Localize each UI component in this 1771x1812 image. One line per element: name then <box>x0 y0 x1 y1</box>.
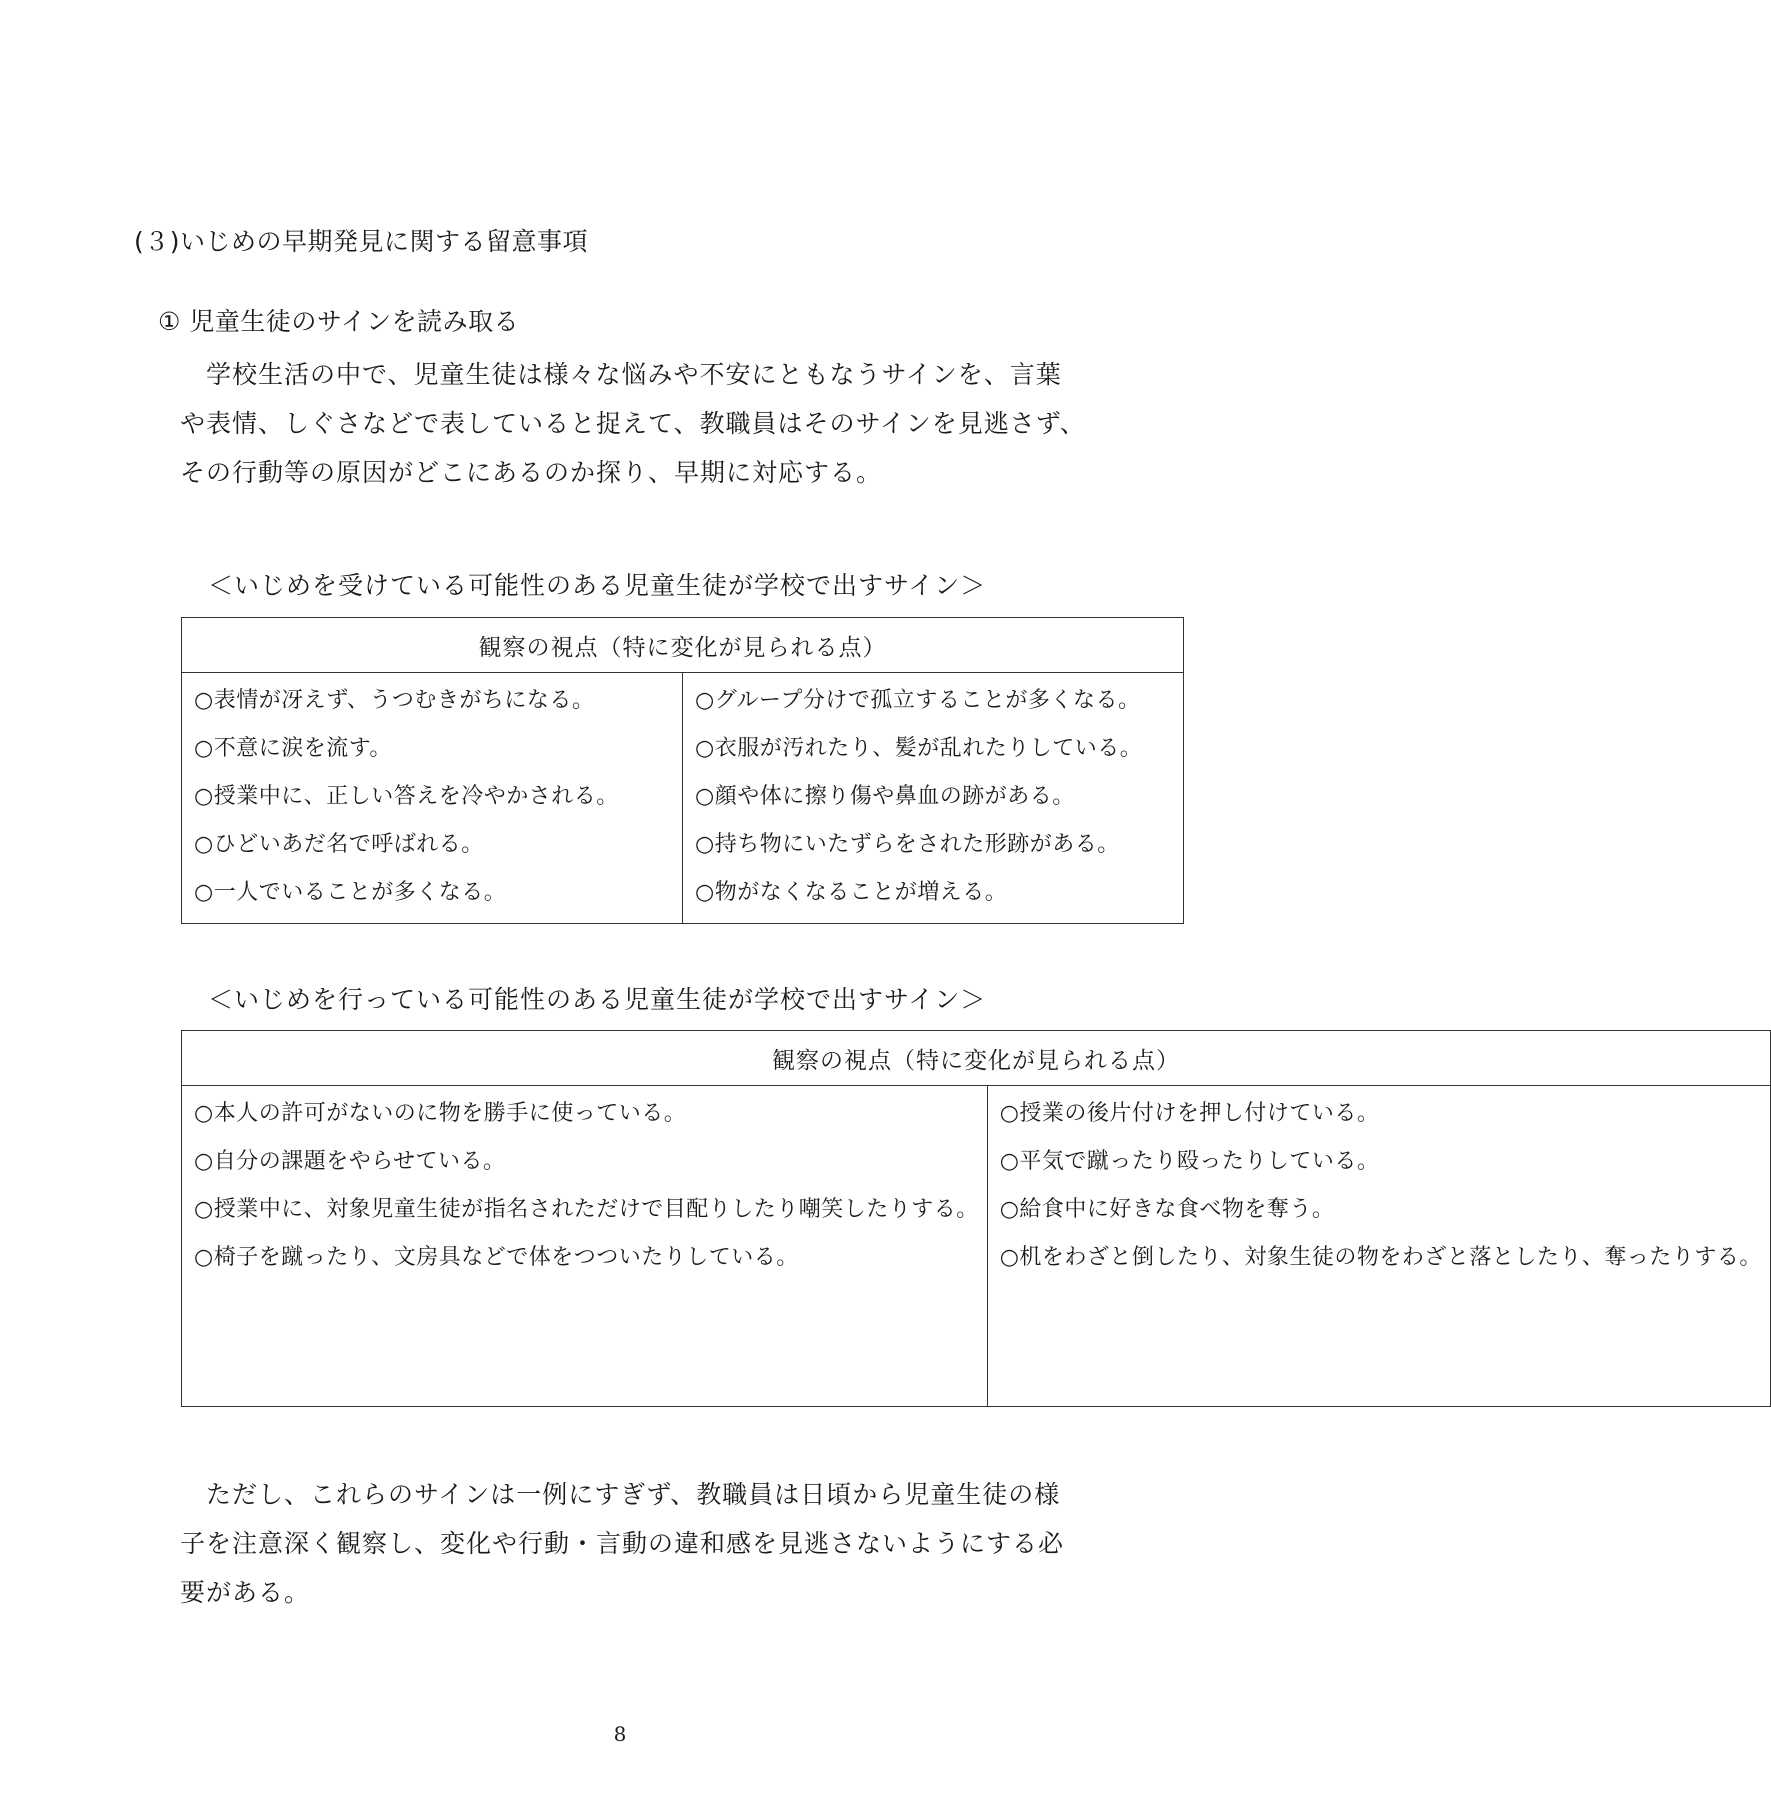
sign-list <box>194 677 674 917</box>
list-item: ○授業中に、正しい答えを冷やかされる。 <box>194 784 619 809</box>
list-item: ○不意に涙を流す。 <box>194 736 392 761</box>
list-item: ○本人の許可がないのに物を勝手に使っている。 <box>194 1101 687 1126</box>
table-header: 観察の視点（特に変化が見られる点） <box>182 618 1184 673</box>
table-header-row <box>182 618 1184 673</box>
paragraph-line: 子を注意深く観察し、変化や行動・言動の違和感を見逃さないようにする必 <box>180 1529 1065 1558</box>
table-row <box>182 1086 1771 1407</box>
table-header-row <box>182 1031 1771 1086</box>
paragraph-line: その行動等の原因がどこにあるのか探り、早期に対応する。 <box>180 458 883 487</box>
page-number: 8 <box>613 1722 627 1746</box>
list-item: ○給食中に好きな食べ物を奪う。 <box>999 1197 1335 1222</box>
left-column <box>182 673 683 924</box>
list-item: ○授業中に、対象児童生徒が指名されただけで目配りしたり嘲笑したりする。 <box>194 1197 979 1222</box>
sign-list <box>1000 1090 1762 1282</box>
paragraph-line: 要がある。 <box>180 1578 311 1607</box>
victim-signs-table <box>181 617 1184 924</box>
right-column <box>987 1086 1770 1407</box>
left-column <box>182 1086 988 1407</box>
section-heading: (３)いじめの早期発見に関する留意事項 <box>134 227 589 256</box>
paragraph-line: 学校生活の中で、児童生徒は様々な悩みや不安にともなうサインを、言葉 <box>206 360 1062 389</box>
perpetrator-signs-table <box>181 1030 1771 1407</box>
table-row <box>182 673 1184 924</box>
subsection-heading: ① 児童生徒のサインを読み取る <box>158 307 520 336</box>
table-header: 観察の視点（特に変化が見られる点） <box>182 1031 1771 1086</box>
list-item: ○自分の課題をやらせている。 <box>194 1149 506 1174</box>
list-item: ○机をわざと倒したり、対象生徒の物をわざと落としたり、奪ったりする。 <box>999 1245 1762 1270</box>
intro-paragraph <box>180 350 1110 497</box>
list-item: ○授業の後片付けを押し付けている。 <box>999 1101 1380 1126</box>
paragraph-line: ただし、これらのサインは一例にすぎず、教職員は日頃から児童生徒の様 <box>206 1480 1061 1509</box>
list-item: ○物がなくなることが増える。 <box>695 880 1008 905</box>
list-item: ○表情が冴えず、うつむきがちになる。 <box>194 688 595 713</box>
sign-list <box>194 1090 979 1282</box>
list-item: ○グループ分けで孤立することが多くなる。 <box>695 688 1141 713</box>
sign-list <box>695 677 1175 917</box>
right-column <box>683 673 1184 924</box>
list-item: ○椅子を蹴ったり、文房具などで体をつついたりしている。 <box>194 1245 799 1270</box>
perpetrator-signs-title: ＜いじめを行っている可能性のある児童生徒が学校で出すサイン＞ <box>208 985 987 1014</box>
list-item: ○衣服が汚れたり、髪が乱れたりしている。 <box>695 736 1143 761</box>
list-item: ○顔や体に擦り傷や鼻血の跡がある。 <box>695 784 1075 809</box>
list-item: ○平気で蹴ったり殴ったりしている。 <box>999 1149 1380 1174</box>
list-item: ○一人でいることが多くなる。 <box>194 880 507 905</box>
list-item: ○ひどいあだ名で呼ばれる。 <box>194 832 484 857</box>
list-item: ○持ち物にいたずらをされた形跡がある。 <box>695 832 1120 857</box>
closing-paragraph <box>180 1470 1110 1617</box>
paragraph-line: や表情、しぐさなどで表していると捉えて、教職員はそのサインを見逃さず、 <box>180 409 1086 438</box>
victim-signs-title: ＜いじめを受けている可能性のある児童生徒が学校で出すサイン＞ <box>208 571 987 600</box>
